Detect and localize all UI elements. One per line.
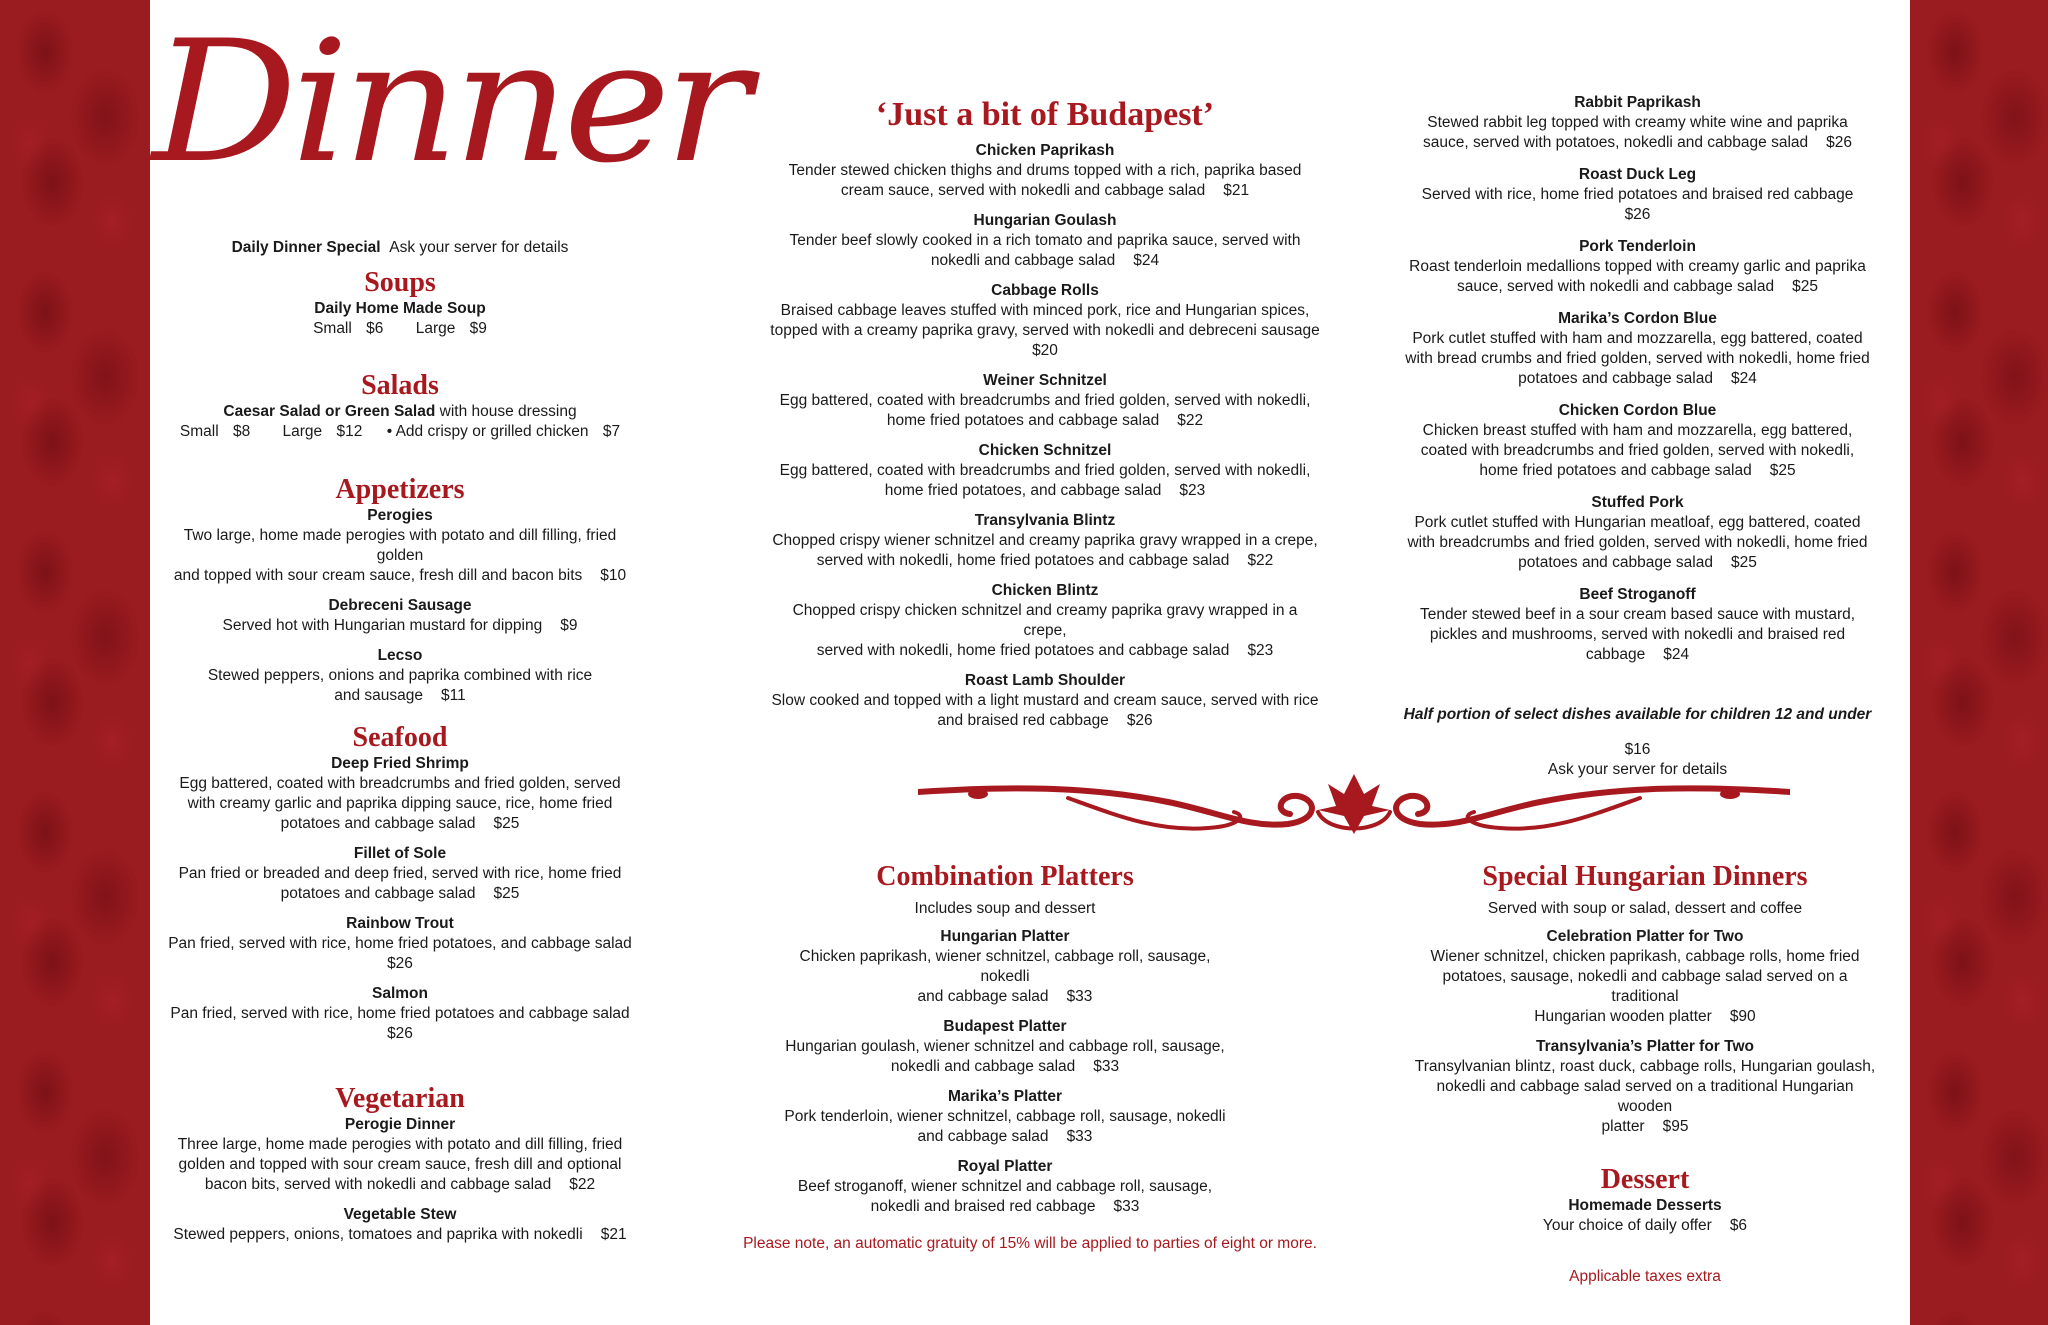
price: $22 xyxy=(569,1175,596,1193)
price: $24 xyxy=(1133,252,1160,270)
item-desc: topped with a creamy paprika gravy, served with nokedli and debreceni sausage xyxy=(770,322,1320,340)
section-subtitle: Served with soup or salad, dessert and coffee xyxy=(1487,899,1803,917)
ornamental-divider xyxy=(918,772,1790,844)
item-desc: with bread crumbs and fried golden, served with nokedli, home fried xyxy=(1405,350,1870,367)
item-desc: Chicken breast stuffed with ham and mozzarella, egg battered, xyxy=(1422,422,1853,439)
item-desc: potatoes and cabbage salad xyxy=(280,814,476,832)
item-desc: Pork cutlet stuffed with Hungarian meatloaf, egg battered, coated xyxy=(1414,514,1861,531)
item-desc: home fried potatoes and cabbage salad xyxy=(1479,462,1752,479)
menu-item xyxy=(780,1087,1230,1147)
item-name: Chicken Cordon Blue xyxy=(1558,402,1717,419)
item-desc: and braised red cabbage xyxy=(937,712,1109,730)
item-name: Perogie Dinner xyxy=(344,1115,456,1133)
menu-item xyxy=(160,984,640,1044)
item-desc: potatoes and cabbage salad xyxy=(1518,370,1713,387)
menu-item xyxy=(1400,165,1875,225)
left-damask-border xyxy=(0,0,150,1325)
price: $7 xyxy=(602,422,621,440)
item-desc: Egg battered, coated with breadcrumbs and fried golden, served with nokedli, xyxy=(779,392,1311,410)
daily-special-text: Ask your server for details xyxy=(389,239,569,256)
price: $12 xyxy=(336,422,363,440)
seafood-section xyxy=(160,723,640,1044)
item-name: Debreceni Sausage xyxy=(328,596,472,614)
item-desc: golden and topped with sour cream sauce, fresh dill and optional xyxy=(178,1155,622,1173)
menu-item xyxy=(770,281,1320,361)
price: $22 xyxy=(1247,552,1274,570)
appetizers-section xyxy=(160,475,640,706)
price: $26 xyxy=(1126,712,1153,730)
price: $6 xyxy=(1729,1216,1748,1234)
price: $25 xyxy=(493,884,520,902)
item-desc: Hungarian goulash, wiener schnitzel and cabbage roll, sausage, xyxy=(785,1037,1225,1055)
item-desc: Tender beef slowly cooked in a rich tomato and paprika sauce, served with xyxy=(789,232,1301,250)
menu-item xyxy=(770,511,1320,571)
item-desc: and sausage xyxy=(334,686,424,704)
item-desc: Wiener schnitzel, chicken paprikash, cabbage rolls, home fried xyxy=(1430,947,1860,965)
item-desc: Tender stewed beef in a sour cream based sauce with mustard, xyxy=(1419,606,1856,623)
item-name: Salmon xyxy=(372,984,428,1002)
price: $23 xyxy=(1179,482,1206,500)
item-desc: platter xyxy=(1601,1117,1645,1135)
menu-item xyxy=(780,927,1230,1007)
section-title-salads: Salads xyxy=(361,370,439,401)
item-desc: nokedli and cabbage salad served on a traditional Hungarian wooden xyxy=(1436,1077,1854,1115)
item-name: Transylvania Blintz xyxy=(974,512,1116,530)
price: $26 xyxy=(1624,206,1651,223)
item-desc: Chicken paprikash, wiener schnitzel, cabbage roll, sausage, nokedli xyxy=(799,947,1211,985)
menu-item xyxy=(780,1157,1230,1217)
item-desc: potatoes, sausage, nokedli and cabbage salad served on a traditional xyxy=(1442,967,1848,1005)
price: $26 xyxy=(1826,134,1853,151)
menu-item xyxy=(770,581,1320,661)
price: $33 xyxy=(1113,1197,1140,1215)
item-desc: Stewed peppers, onions and paprika combined with rice xyxy=(207,666,593,684)
menu-item xyxy=(160,1115,640,1195)
item-name: Transylvania’s Platter for Two xyxy=(1536,1037,1754,1055)
price: $25 xyxy=(1769,462,1796,479)
menu-item xyxy=(160,754,640,834)
item-name: Weiner Schnitzel xyxy=(983,372,1107,390)
salads-section xyxy=(160,371,640,442)
price: $21 xyxy=(1223,182,1250,200)
item-desc: sauce, served with potatoes, nokedli and cabbage salad xyxy=(1422,134,1809,151)
item-name: Caesar Salad or Green Salad xyxy=(223,402,436,420)
menu-item xyxy=(1400,237,1875,297)
item-desc: Pork cutlet stuffed with ham and mozzarella, egg battered, coated xyxy=(1412,330,1863,347)
item-desc: Served hot with Hungarian mustard for dipping xyxy=(222,616,543,634)
menu-item xyxy=(160,646,640,706)
size-label: Small xyxy=(179,422,219,440)
item-name: Daily Home Made Soup xyxy=(314,299,486,317)
item-desc: home fried potatoes, and cabbage salad xyxy=(884,482,1162,500)
price: $6 xyxy=(366,319,384,337)
menu-item xyxy=(1410,1037,1880,1137)
mains-right-section xyxy=(1400,93,1875,780)
price: $11 xyxy=(441,686,466,704)
item-desc: Chopped crispy wiener schnitzel and creamy paprika gravy wrapped in a crepe, xyxy=(772,532,1318,550)
item-name: Chicken Blintz xyxy=(991,582,1099,600)
menu-item xyxy=(770,441,1320,501)
item-desc: Slow cooked and topped with a light mustard and cream sauce, served with rice xyxy=(771,692,1319,710)
children-ask: Ask your server for details xyxy=(1547,761,1728,778)
item-name: Roast Lamb Shoulder xyxy=(964,672,1126,690)
section-subtitle: Includes soup and dessert xyxy=(914,899,1096,917)
addon-text: • Add crispy or grilled chicken xyxy=(386,422,589,440)
section-title-seafood: Seafood xyxy=(352,722,448,753)
section-title-soups: Soups xyxy=(364,267,436,298)
section-title-appetizers: Appetizers xyxy=(335,474,465,505)
price: $21 xyxy=(600,1225,627,1243)
item-desc: sauce, served with nokedli and cabbage salad xyxy=(1457,278,1775,295)
price: $33 xyxy=(1066,1127,1093,1145)
item-desc: nokedli and cabbage salad xyxy=(890,1057,1076,1075)
combination-section xyxy=(780,862,1230,1217)
special-section xyxy=(1410,862,1880,1303)
menu-item xyxy=(160,844,640,904)
item-name: Cabbage Rolls xyxy=(991,282,1099,300)
item-name: Lecso xyxy=(377,646,423,664)
price: $33 xyxy=(1093,1057,1120,1075)
price: $25 xyxy=(1792,278,1818,295)
menu-item xyxy=(770,211,1320,271)
item-desc: with house dressing xyxy=(439,402,577,420)
soups-section xyxy=(160,268,640,339)
price: $9 xyxy=(560,616,578,634)
tax-note: Applicable taxes extra xyxy=(1569,1268,1721,1286)
price: $22 xyxy=(1177,412,1204,430)
menu-item xyxy=(1400,401,1875,481)
menu-item xyxy=(1400,93,1875,153)
price: $33 xyxy=(1066,987,1093,1005)
item-desc: Pan fried, served with rice, home fried potatoes, and cabbage salad xyxy=(168,934,632,952)
section-title-vegetarian: Vegetarian xyxy=(335,1083,465,1114)
budapest-section xyxy=(770,96,1320,731)
item-desc: Your choice of daily offer xyxy=(1542,1216,1712,1234)
menu-item xyxy=(1400,309,1875,389)
item-desc: Hungarian wooden platter xyxy=(1534,1007,1712,1025)
item-desc: served with nokedli, home fried potatoes and cabbage salad xyxy=(816,552,1230,570)
price: $9 xyxy=(469,319,487,337)
item-name: Beef Stroganoff xyxy=(1579,586,1696,603)
price: $26 xyxy=(387,954,413,972)
item-name: Marika’s Cordon Blue xyxy=(1558,310,1717,327)
item-desc: served with nokedli, home fried potatoes and cabbage salad xyxy=(816,642,1230,660)
item-name: Chicken Paprikash xyxy=(975,142,1115,160)
price: $8 xyxy=(232,422,251,440)
right-damask-border xyxy=(1910,0,2048,1325)
section-title-budapest: ‘Just a bit of Budapest’ xyxy=(875,96,1215,133)
item-desc: Egg battered, coated with breadcrumbs and fried golden, served with nokedli, xyxy=(779,462,1311,480)
size-label: Small xyxy=(313,319,352,337)
section-title-combination: Combination Platters xyxy=(876,861,1134,892)
item-desc: Chopped crispy chicken schnitzel and creamy paprika gravy wrapped in a crepe, xyxy=(792,602,1298,640)
item-name: Rabbit Paprikash xyxy=(1574,94,1701,111)
item-desc: coated with breadcrumbs and fried golden, served with nokedli, xyxy=(1420,442,1855,459)
menu-item xyxy=(160,1205,640,1245)
size-label: Large xyxy=(415,319,456,337)
price: $25 xyxy=(1730,554,1757,571)
item-name: Hungarian Goulash xyxy=(973,212,1117,230)
item-name: Royal Platter xyxy=(957,1157,1053,1175)
item-desc: Beef stroganoff, wiener schnitzel and cabbage roll, sausage, xyxy=(797,1177,1213,1195)
item-name: Deep Fried Shrimp xyxy=(331,754,469,772)
menu-item xyxy=(1410,927,1880,1027)
price: $90 xyxy=(1729,1007,1756,1025)
price: $24 xyxy=(1663,646,1690,663)
price: $20 xyxy=(1032,342,1058,360)
item-desc: Pan fried or breaded and deep fried, served with rice, home fried xyxy=(178,864,622,882)
item-name: Vegetable Stew xyxy=(343,1205,457,1223)
item-desc: with breadcrumbs and fried golden, served with nokedli, home fried xyxy=(1407,534,1868,551)
price: $10 xyxy=(600,566,627,584)
price: $25 xyxy=(493,814,520,832)
item-desc: Two large, home made perogies with potato and dill filling, fried golden xyxy=(183,526,617,564)
item-desc: with creamy garlic and paprika dipping sauce, rice, home fried xyxy=(187,794,613,812)
item-desc: Braised cabbage leaves stuffed with minced pork, rice and Hungarian spices, xyxy=(780,302,1310,320)
item-desc: Served with rice, home fried potatoes and braised red cabbage xyxy=(1421,186,1854,203)
item-desc: and topped with sour cream sauce, fresh dill and bacon bits xyxy=(173,566,583,584)
item-desc: and cabbage salad xyxy=(917,1127,1049,1145)
item-name: Perogies xyxy=(367,506,433,524)
daily-special xyxy=(160,238,640,258)
item-desc: potatoes and cabbage salad xyxy=(280,884,476,902)
section-title-dessert: Dessert xyxy=(1600,1163,1690,1195)
item-name: Chicken Schnitzel xyxy=(978,442,1112,460)
menu-item xyxy=(160,914,640,974)
price: $23 xyxy=(1247,642,1274,660)
menu-item xyxy=(770,371,1320,431)
item-desc: potatoes and cabbage salad xyxy=(1518,554,1713,571)
item-name: Rainbow Trout xyxy=(346,914,454,932)
dessert-section xyxy=(1410,1165,1880,1287)
price: $24 xyxy=(1730,370,1757,387)
item-desc: Pan fried, served with rice, home fried potatoes and cabbage salad xyxy=(170,1004,630,1022)
menu-item xyxy=(770,141,1320,201)
menu-item xyxy=(1400,585,1875,665)
item-desc: Roast tenderloin medallions topped with creamy garlic and paprika xyxy=(1409,258,1866,275)
item-name: Pork Tenderloin xyxy=(1579,238,1696,255)
item-desc: nokedli and braised red cabbage xyxy=(870,1197,1096,1215)
price: $26 xyxy=(387,1024,413,1042)
menu-item xyxy=(160,596,640,636)
item-name: Fillet of Sole xyxy=(353,844,447,862)
price: $95 xyxy=(1662,1117,1689,1135)
item-desc: Three large, home made perogies with potato and dill filling, fried xyxy=(177,1135,623,1153)
item-desc: home fried potatoes and cabbage salad xyxy=(886,412,1160,430)
gratuity-note: Please note, an automatic gratuity of 15% will be applied to parties of eight or more. xyxy=(743,1235,1317,1252)
item-name: Roast Duck Leg xyxy=(1578,166,1697,183)
size-label: Large xyxy=(282,422,323,440)
item-name: Stuffed Pork xyxy=(1591,494,1684,511)
item-desc: Stewed peppers, onions, tomatoes and paprika with nokedli xyxy=(173,1225,583,1243)
item-desc: Tender stewed chicken thighs and drums topped with a rich, paprika based xyxy=(788,162,1302,180)
item-desc: Transylvanian blintz, roast duck, cabbage rolls, Hungarian goulash, xyxy=(1414,1057,1876,1075)
item-name: Budapest Platter xyxy=(943,1017,1067,1035)
children-price: $16 xyxy=(1624,741,1651,758)
item-desc: pickles and mushrooms, served with nokedli and braised red xyxy=(1429,626,1846,643)
item-desc: Egg battered, coated with breadcrumbs and fried golden, served xyxy=(179,774,621,792)
item-name: Marika’s Platter xyxy=(947,1087,1062,1105)
item-name: Celebration Platter for Two xyxy=(1546,927,1744,945)
item-desc: Pork tenderloin, wiener schnitzel, cabbage roll, sausage, nokedli xyxy=(784,1107,1226,1125)
item-name: Homemade Desserts xyxy=(1568,1196,1722,1214)
item-desc: cabbage xyxy=(1585,646,1646,663)
item-desc: nokedli and cabbage salad xyxy=(930,252,1116,270)
daily-special-label: Daily Dinner Special xyxy=(231,239,381,256)
item-desc: cream sauce, served with nokedli and cabbage salad xyxy=(840,182,1206,200)
item-desc: and cabbage salad xyxy=(917,987,1049,1005)
item-name: Hungarian Platter xyxy=(940,927,1070,945)
section-title-special: Special Hungarian Dinners xyxy=(1482,861,1808,892)
menu-item xyxy=(780,1017,1230,1077)
item-desc: bacon bits, served with nokedli and cabbage salad xyxy=(204,1175,552,1193)
vegetarian-section xyxy=(160,1084,640,1245)
children-note: Half portion of select dishes available for children 12 and under xyxy=(1403,705,1872,723)
menu-item xyxy=(770,671,1320,731)
menu-title: Dinner xyxy=(152,4,745,200)
menu-item xyxy=(1400,493,1875,573)
menu-item xyxy=(160,506,640,586)
item-desc: Stewed rabbit leg topped with creamy white wine and paprika xyxy=(1427,114,1848,131)
